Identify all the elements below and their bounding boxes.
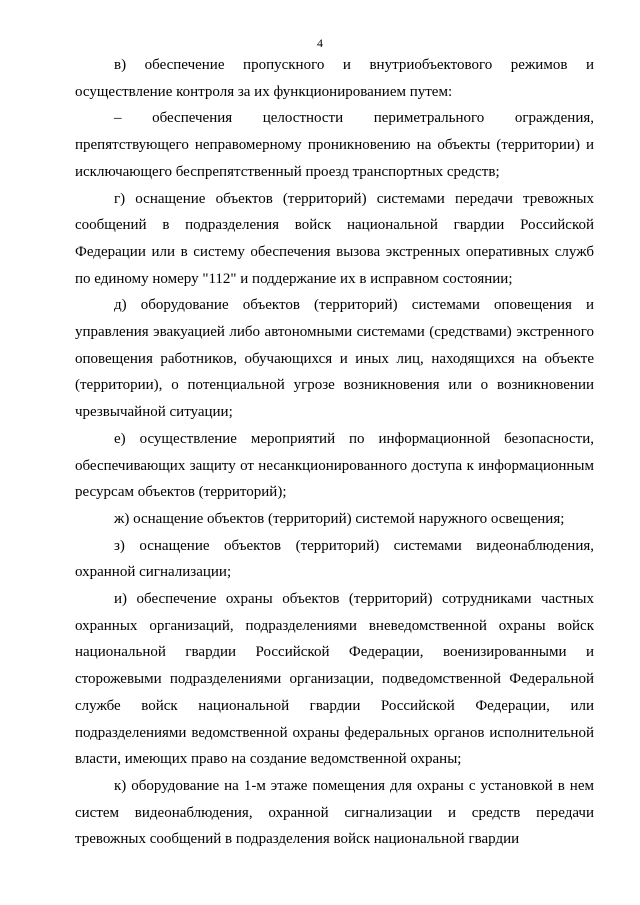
paragraph-d: д) оборудование объектов (территорий) системами оповещения и управления эвакуацией либо автономными системами (средствами) экстренного оповещения работников, обучающихся и иных лиц, находящихся на объекте (территории), о потенциальной угрозе возникновения или о возникновении чрезвычайной ситуации; (75, 297, 594, 421)
paragraph-zh: ж) оснащение объектов (территорий) системой наружного освещения; (114, 510, 565, 527)
page-number: 4 (317, 36, 323, 50)
paragraph-v: в) обеспечение пропускного и внутриобъектового режимов и осуществление контроля за их функционированием путем: (75, 57, 594, 100)
document-body (75, 52, 594, 853)
paragraph-z: з) оснащение объектов (территорий) системами видеонаблюдения, охранной сигнализации; (75, 537, 594, 581)
paragraph-g: г) оснащение объектов (территорий) системами передачи тревожных сообщений в подразделения войск национальной гвардии Российской Федерации или в систему обеспечения вызова экстренных оперативных служб по единому номеру "112" и поддержание их в исправном состоянии; (75, 190, 594, 287)
paragraph-i: и) обеспечение охраны объектов (территорий) сотрудниками частных охранных организаций, подразделениями вневедомственной охраны войск национальной гвардии Российской Федерации, военизированными и сторожевыми подразделениями организации, подведомственной Федеральной службе войск национальной гвардии Российской Федерации, или подразделениями ведомственной охраны федеральных органов исполнительной власти, имеющих право на создание ведомственной охраны; (75, 591, 594, 768)
paragraph-dash-perimeter: – обеспечения целостности периметрального ограждения, препятствующего неправомерному проникновению на объекты (территории) и исключающего беспрепятственный проезд транспортных средств; (75, 110, 594, 180)
paragraph-e: е) осуществление мероприятий по информационной безопасности, обеспечивающих защиту от несанкционированного доступа к информационным ресурсам объектов (территорий); (75, 430, 594, 501)
paragraph-k: к) оборудование на 1-м этаже помещения для охраны с установкой в нем систем видеонаблюдения, охранной сигнализации и средств передачи тревожных сообщений в подразделения войск национальной гвардии (75, 777, 594, 848)
